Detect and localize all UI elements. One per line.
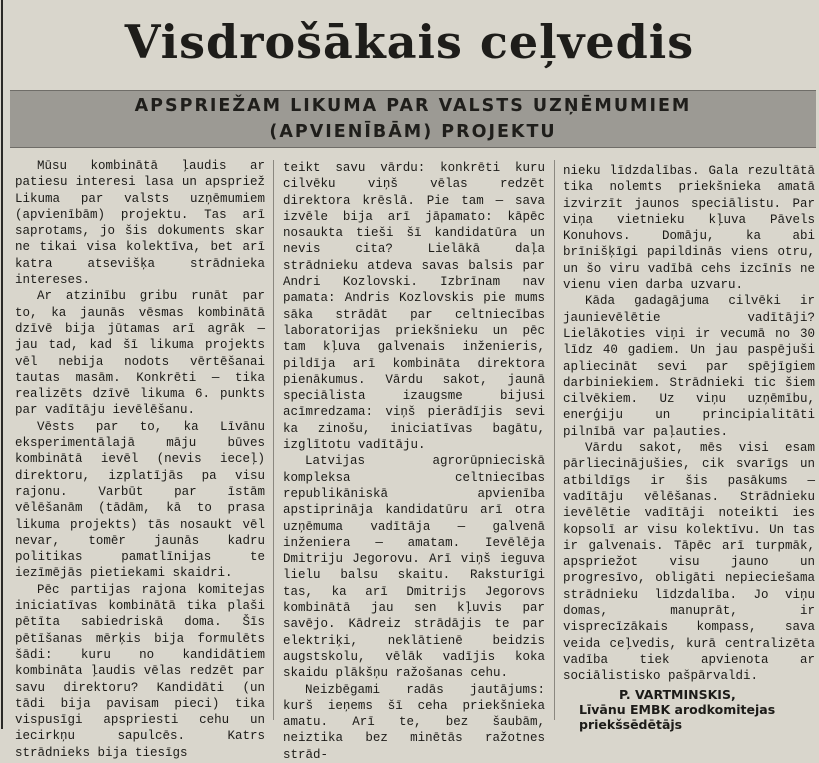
article-column-3 <box>563 163 815 732</box>
page-edge-rule <box>1 0 3 729</box>
paragraph: Pēc partijas rajona komitejas iniciatīvas kombinātā tika plaši pētīta sabiedriskā doma. Šīs pētīšanas mērķis bija formulēts šādi: kuru no kandidātiem kombināta ļaudis vēlas redzēt par savu direktoru? Kandidāti (un tādi bija pavisam pieci) tika vispusīgi apspriesti cehu un iecirkņu sapulcēs. Katrs strādnieks bija tiesīgs <box>15 582 265 760</box>
paragraph: teikt savu vārdu: konkrēti kuru cilvēku viņš vēlas redzēt direktora krēslā. Pie tam — sava izvēle bija arī jāpamato: kāpēc nosaukta tieši šī kandidatūra un nevis cita? Lielākā daļa strādnieku atdeva savas balsis par Andri Kozlovski. Izbrīnam nav pamata: Andris Kozlovskis pie mums sāka strādāt par celtniecības laboratorijas priekšnieku un pēc tam kļuva galvenais inženieris, pildīja arī kombināta direktora pienākumus. Vārdu sakot, jaunā speciālista izaugsme bijusi acīmredzama: viņš pierādījis sevi ka zinošu, iniciatīvas bagātu, izglītotu vadītāju. <box>283 161 545 453</box>
paragraph: Vēsts par to, ka Līvānu eksperimentālajā māju būves kombinātā ievēl (nevis ieceļ) direktoru, izplatījās pa visu rajonu. Varbūt par īstām vēlēšanām (tādām, kā to prasa likuma projekts) tās nosaukt vēl nevar, tomēr jaunās kadru politikas pamatlīnijas te iezīmējās pietiekami skaidri. <box>15 419 265 581</box>
banner-text <box>10 93 816 145</box>
paragraph: nieku līdzdalības. Gala rezultātā tika nolemts priekšnieka amatā izvirzīt jaunos speciālistu. Par viņa vietnieku kļuva Pāvels Konuhovs. Domāju, ka abi brīnišķīgi papildinās viens otru, un šo viru vadībā cehs izcīnīs ne vienu vien darba uzvaru. <box>563 164 815 293</box>
article-column-2 <box>283 160 545 763</box>
article-headline: Visdrošākais ceļvedis <box>124 15 695 69</box>
section-banner <box>10 90 816 148</box>
banner-line-2: (APVIENĪBĀM) PROJEKTU <box>269 122 557 142</box>
paragraph: Vārdu sakot, mēs visi esam pārliecinājušies, cik svarīgs un atbildīgs ir šis pasākums — vadītāju vēlēšanas. Strādnieku ievēlētie vadītāji noteikti ies kopsolī ar visu kolektīvu. Un tas ir galvenais. Tāpēc arī turpmāk, apspriežot visu jauno un progresīvo, obligāti nepieciešama strādnieku līdzdalība. Jo viņu domas, manuprāt, ir visprecīzākais kompass, sava veida ceļvedis, kurā centralizēta vadība tiek apvienota ar sociālistisko pašpārvaldi. <box>563 441 815 684</box>
paragraph: Neizbēgami radās jautājums: kurš ieņems šī ceha priekšnieka amatu. Arī te, bez šaubām, neiztika bez minētās ražotnes strād- <box>283 682 545 762</box>
column-separator-2 <box>554 160 555 720</box>
author-role-2: priekšsēdētājs <box>579 716 683 732</box>
paragraph: Kāda gadagājuma cilvēki ir jaunievēlētie vadītāji? Lielākoties viņi ir vecumā no 30 līdz 40 gadiem. Un jau paspējuši apliecināt sevi par spējīgiem darbiniekiem. Strādnieki tic šiem cilvēkiem. Uz viņu uzņēmību, enerģiju un principialitāti pilnībā var paļauties. <box>563 294 815 439</box>
banner-line-1: APSPRIEŽAM LIKUMA PAR VALSTS UZŅĒMUMIEM <box>134 96 692 116</box>
article-column-1 <box>15 158 265 761</box>
paragraph: Latvijas agrorūpnieciskā kompleksa celtniecības republikāniskā apvienība apstiprināja kandidatūru arī otra uzņēmuma vadītāja — galvenā inženiera — amatam. Ievēlēja Dmitriju Jegorovu. Arī viņš ieguva lielu balsu skaitu. Raksturīgi tas, ka arī Dmitrijs Jegorovs kombinātā jau sen kļuvis par savējo. Kādreiz strādājis te par elektriķi, neklātienē beidzis augstskolu, vēlāk vadījis koka skaidu plākšņu ražošanas cehu. <box>283 454 545 681</box>
paragraph: Mūsu kombinātā ļaudis ar patiesu interesi lasa un apspriež Likuma par valsts uzņēmumiem (apvienībām) projektu. Tas arī saprotams, jo šis dokuments skar ne tikai visa kolektīva, bet arī katra atsevišķa strādnieka intereses. <box>15 159 265 288</box>
author-name: P. VARTMINSKIS, <box>619 686 736 702</box>
paragraph: Ar atzinību gribu runāt par to, ka jaunās vēsmas kombinātā dzīvē bija jūtamas arī agrāk — jau tad, kad šī likuma projekts vēl nebija nodots vērtēšanai tautas masām. Konkrēti — tika realizēts dzīvē likuma 6. punkts par vadītāju ievēlēšanu. <box>15 289 265 418</box>
column-separator-1 <box>273 160 274 720</box>
author-role: Līvānu EMBK arodkomitejas <box>579 701 776 717</box>
